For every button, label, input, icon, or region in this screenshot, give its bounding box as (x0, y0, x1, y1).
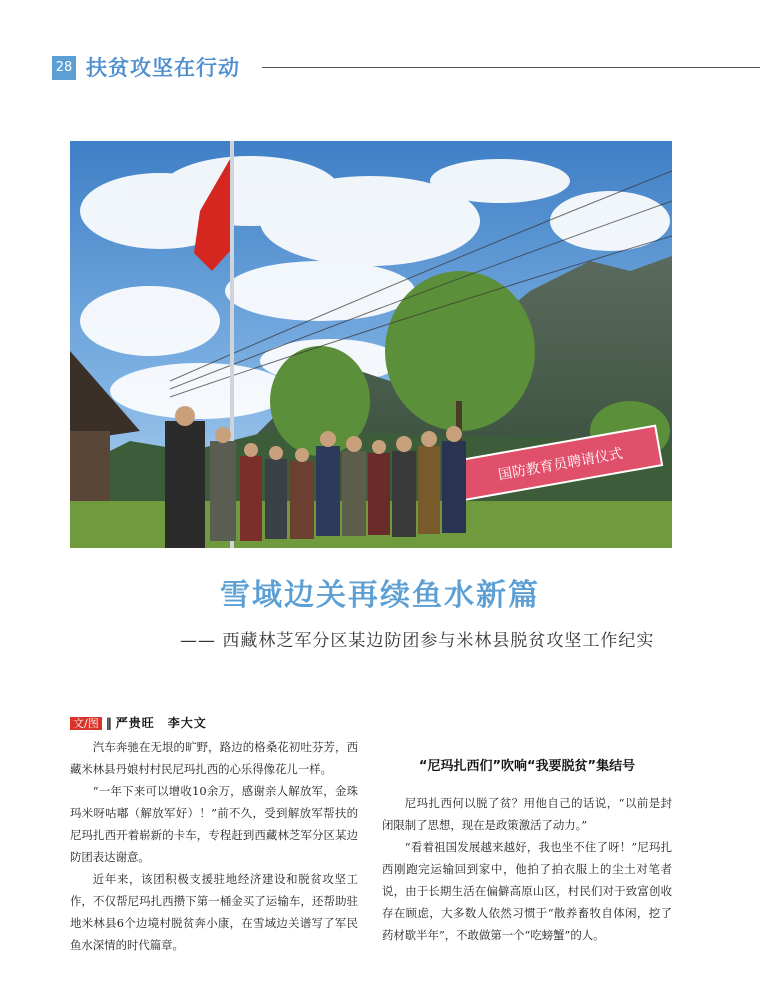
byline (70, 715, 207, 732)
page-header (52, 54, 760, 82)
article-title: 雪域边关再续鱼水新篇 (220, 578, 540, 613)
section-title: 扶贫攻坚在行动 (86, 56, 240, 80)
paragraph: 汽车奔驰在无垠的旷野，路边的格桑花初吐芬芳，西藏米林县丹娘村村民尼玛扎西的心乐得像花儿一样。 (70, 740, 358, 776)
paragraph: 尼玛扎西何以脱了贫？用他自己的话说，“以前是封闭限制了思想，现在是政策激活了动力。” (382, 796, 672, 832)
byline-divider: ‖ (105, 716, 112, 730)
right-column (382, 792, 672, 946)
page-number: 28 (52, 56, 76, 80)
paragraph: 近年来，该团积极支援驻地经济建设和脱贫攻坚工作，不仅帮尼玛扎西攒下第一桶金买了运输车，还帮助驻地米林县6个边境村脱贫奔小康，在雪域边关谱写了军民鱼水深情的时代篇章。 (70, 872, 358, 952)
byline-authors: 严贵旺 李大文 (115, 716, 207, 730)
article-photo (70, 141, 672, 548)
flag-raising-photo (70, 141, 672, 548)
section-subheading: “尼玛扎西们”吹响“我要脱贫”集结号 (418, 759, 636, 774)
byline-tag: 文/图 (70, 717, 102, 730)
banner-text: 国防教育员聘请仪式 (497, 445, 624, 484)
paragraph: “一年下来可以增收10余万，感谢亲人解放军，金珠玛米呀咕嘟（解放军好）！”前不久，受到解放军帮扶的尼玛扎西开着崭新的卡车，专程赶到西藏林芝军分区某边防团表达谢意。 (70, 784, 358, 864)
paragraph: “看着祖国发展越来越好，我也坐不住了呀！”尼玛扎西刚跑完运输回到家中，他拍了拍衣服上的尘土对笔者说，由于长期生活在偏僻高原山区，村民们对于致富创收存在顾虑，大多数人依然习惯于“散养畜牧自体闲，挖了药材歇半年”，不敢做第一个“吃螃蟹”的人。 (382, 840, 672, 942)
article-subtitle: —— 西藏林芝军分区某边防团参与米林县脱贫攻坚工作纪实 (180, 631, 655, 651)
header-rule (262, 67, 760, 68)
left-column (70, 736, 358, 956)
